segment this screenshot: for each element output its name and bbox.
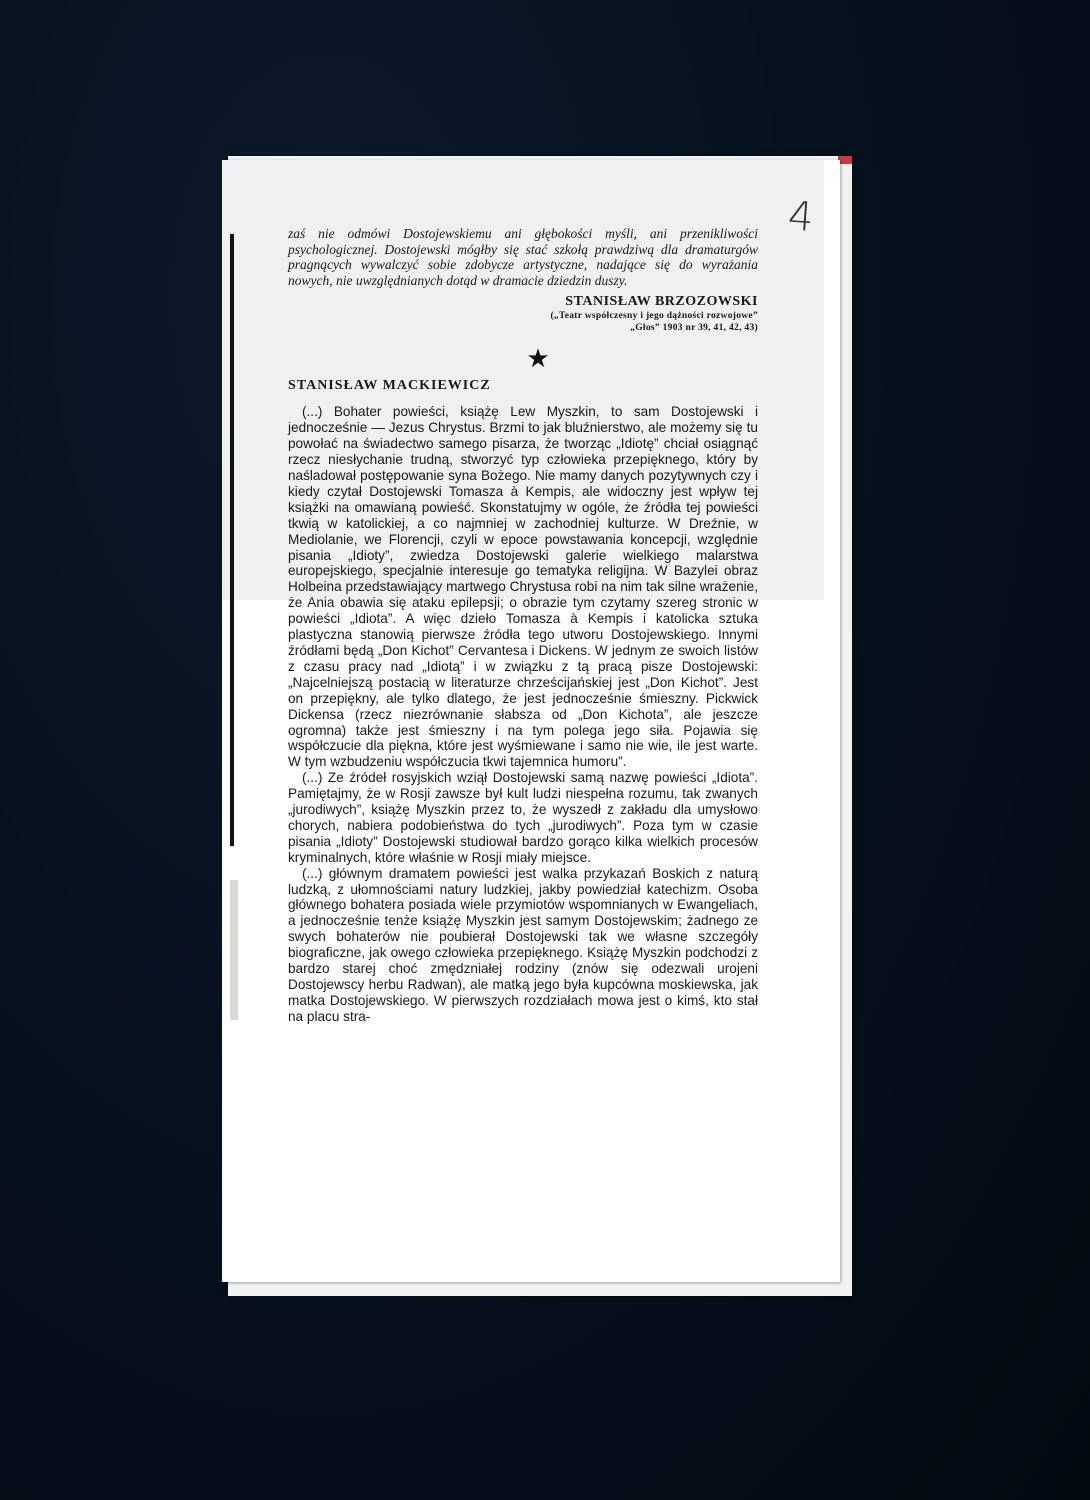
- section-title: STANISŁAW MACKIEWICZ: [288, 378, 491, 394]
- quote-text: zaś nie odmówi Dostojewskiemu ani głębokości myśli, ani przenikliwości psychologicznej. Dostojewski mógłby się stać szkołą prawdziwą dla dramaturgów pragnących wywalczyć sobie zdobycze artystyczne, nadające się do wyrażania nowych, nie uwzględnianych dotąd w dramacie dziedzin duszy.: [288, 226, 758, 288]
- paragraph-1: (...) Bohater powieści, książę Lew Myszkin, to sam Dostojewski i jednocześnie — Jezus Chrystus. Brzmi to jak bluźnierstwo, ale możemy się tu powołać na świadectwo samego pisarza, że tworząc „Idiotę” chciał osiągnąć rzecz niesłychanie trudną, stworzyć typ człowieka przepięknego, który by naśladował postępowanie syna Bożego. Nie mamy danych pozytywnych czy i kiedy czytał Dostojewski Tomasza à Kempis, ale widoczny jest wpływ tej książki na omawianą powieść. Skonstatujmy w ogóle, że źródła tej powieści tkwią w katolickiej, a co najmniej w zachodniej kulturze. W Dreźnie, w Mediolanie, we Florencji, czyli w epoce powstawania koncepcji, względnie pisania „Idioty”, zwiedza Dostojewski galerie wielkiego malarstwa europejskiego, specjalnie interesuje go tematyka religijna. W Bazylei obraz Holbeina przedstawiający martwego Chrystusa robi na nim tak silne wrażenie, że Ania obawia się ataku epilepsji; o obrazie tym czytamy szereg stronic w powieści „Idiota”. A więc dzieło Tomasza à Kempis i katolicka sztuka plastyczna stanowią pierwsze źródła tego utworu Dostojewskiego. Innymi źródłami będą „Don Kichot” Cervantesa i Dickens. W jednym ze swoich listów z czasu pracy nad „Idiotą” i w związku z tą pracą pisze Dostojewski: „Najcelniejszą postacią w literaturze chrześcijańskiej jest „Don Kichot”. Jest on przepiękny, ale tylko dlatego, że jest jednocześnie śmieszny. Pickwick Dickensa (rzecz niezrównanie słabsza od „Don Kichota”, ale jeszcze ogromna) także jest śmieszny i na tym polega jego siła. Pojawia się współczucie dla piękna, które jest wyśmiewane i samo nie wie, ile jest warte. W tym wzbudzeniu współczucia tkwi tajemnica humoru”.: [288, 404, 758, 770]
- handwritten-mark: 4: [786, 193, 812, 241]
- paragraph-3: (...) głównym dramatem powieści jest walka przykazań Boskich z naturą ludzką, z ułomnościami natury ludzkiej, jakby powiedział katechizm. Osoba głównego bohatera posiada wiele przymiotów wspomnianych w Ewangeliach, a jednocześnie tenże książę Myszkin jest samym Dostojewskim; żadnego ze swych bohaterów nie poubierał Dostojewski tak we własne szczegóły biograficzne, jak owego człowieka przepięknego. Książę Myszkin podchodzi z bardzo starej choć zmędzniałej rodziny (znów się odezwali urojeni Dostojewscy herbu Radwan), ale matką jego była kupcówna moskiewska, jak matka Dostojewskiego. W pierwszych rozdziałach mowa jest o kimś, kto stał na placu stra-: [288, 865, 758, 1024]
- quote-source-line2: „Głos” 1903 nr 39, 41, 42, 43): [630, 323, 758, 334]
- torn-edge: [230, 880, 238, 1020]
- document-page: [222, 160, 840, 1282]
- quote-author: STANISŁAW BRZOZOWSKI: [565, 294, 758, 310]
- paragraph-2: (...) Ze źródeł rosyjskich wziął Dostojewski samą nazwę powieści „Idiota”. Pamiętajmy, że w Rosji zawsze był kult ludzi niespełna rozumu, tak zwanych „jurodiwych”, książę Myszkin przez to, że wyszedł z zakładu dla umysłowo chorych, nabiera podobieństwa do tych „jurodiwych”. Poza tym w czasie pisania „Idioty” Dostojewski studiował bardzo gorąco kilka wielkich procesów kryminalnych, które właśnie w Rosji miały miejsce.: [288, 770, 758, 865]
- text-column: [288, 226, 758, 1025]
- margin-bar: [230, 234, 234, 846]
- quote-source-line1: („Teatr współczesny i jego dążności rozwojowe”: [550, 311, 758, 322]
- star-separator: ★: [526, 344, 550, 375]
- red-edge-strip: [838, 156, 852, 164]
